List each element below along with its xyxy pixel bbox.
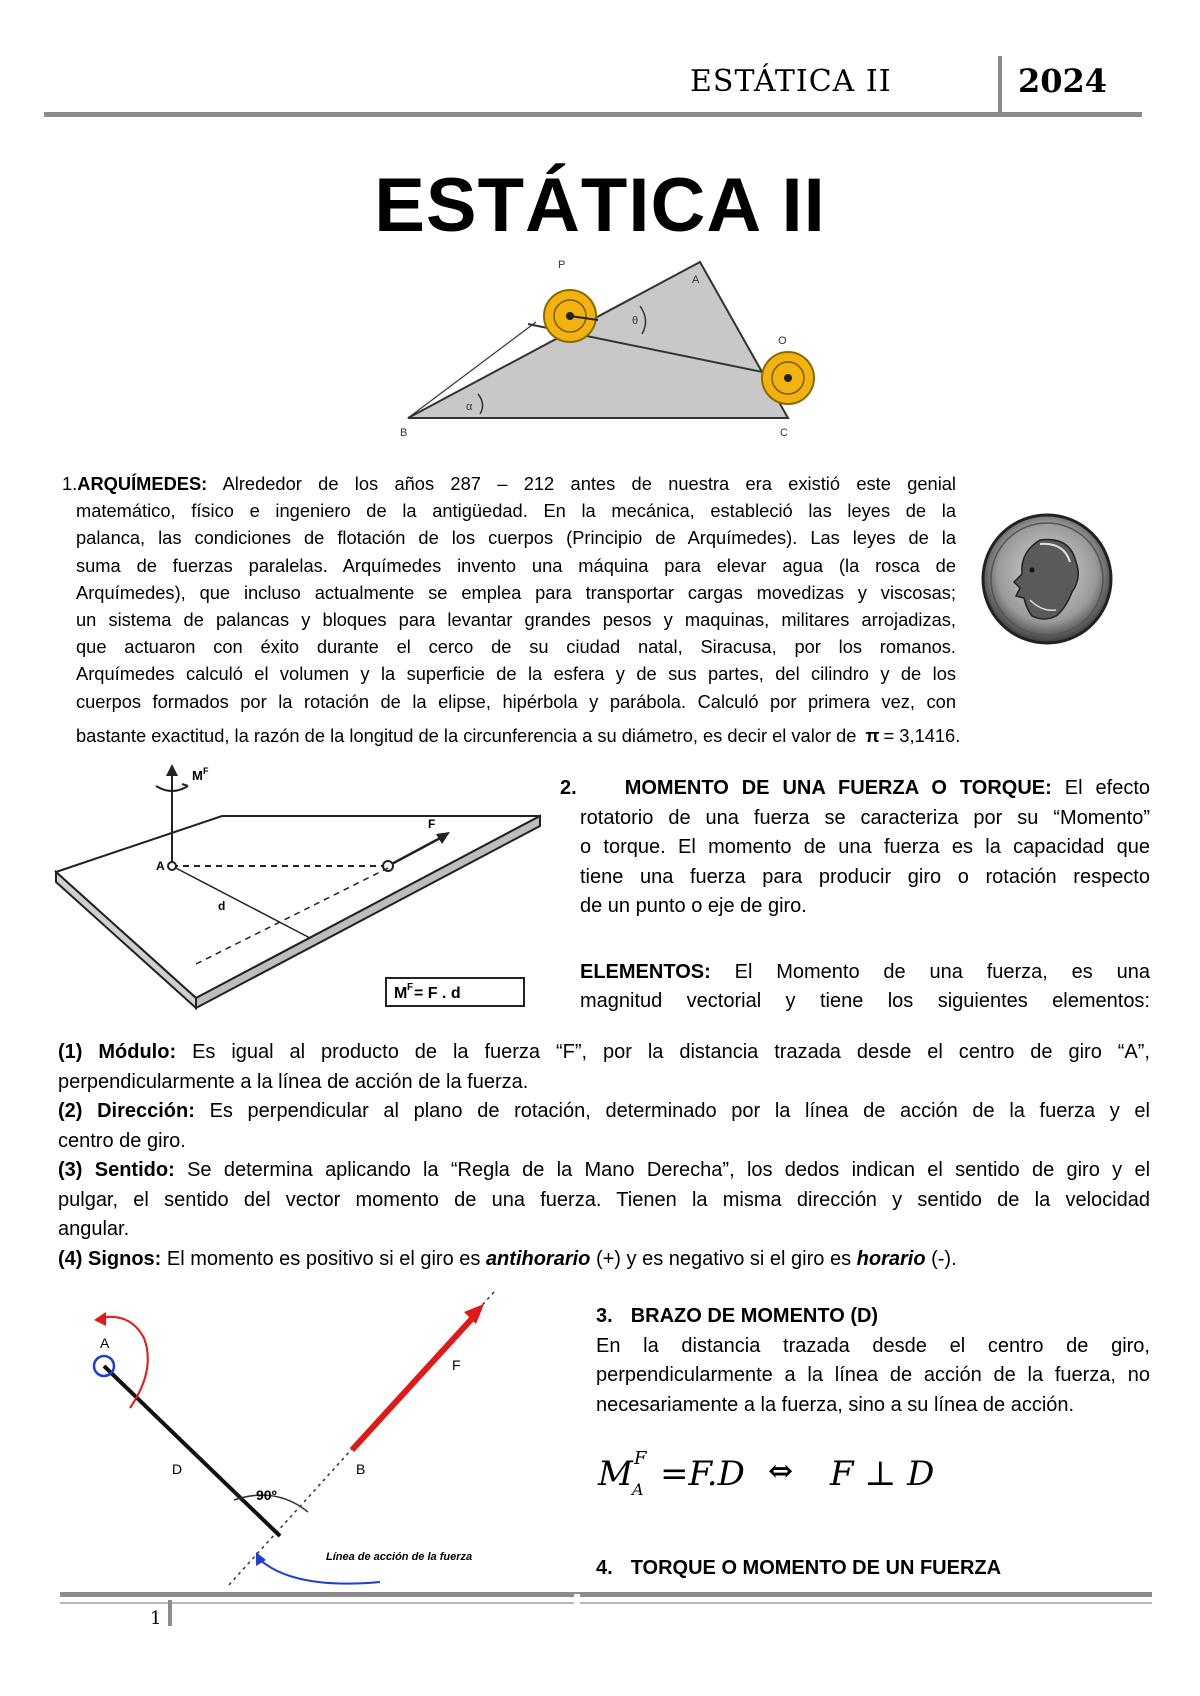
label-A: A <box>156 859 165 873</box>
text-line: o torque. El momento de una fuerza es la capacidad que <box>580 836 1150 858</box>
section-heading: MOMENTO DE UNA FUERZA O TORQUE: <box>624 777 1052 799</box>
label-A: A <box>692 274 700 286</box>
formula-sub: A <box>632 1480 644 1499</box>
force-arrow <box>352 1312 478 1450</box>
text-line: magnitud vectorial y tiene los siguientes elementos: <box>580 990 1150 1012</box>
section-number: 2. <box>560 777 577 799</box>
list-item <box>58 1156 1150 1186</box>
section-archimedes <box>62 470 956 715</box>
label-F: F <box>428 817 436 831</box>
item-text: Se determina aplicando la “Regla de la Mano Derecha”, los dedos indican el sentido de giro y el <box>187 1159 1151 1181</box>
text-line: un sistema de palancas y bloques para levantar grandes pesos y maquinas, militares arrojadizas, <box>76 609 956 631</box>
text-line-last <box>76 722 1076 749</box>
section-number: 1. <box>62 473 78 494</box>
section-heading: BRAZO DE MOMENTO (D) <box>630 1305 879 1327</box>
header-rule <box>44 112 1142 117</box>
header-year: 2024 <box>1018 62 1108 100</box>
section-arm <box>596 1302 1150 1420</box>
section-torque <box>560 774 1150 1017</box>
lever-arm-figure <box>80 1290 540 1590</box>
arm-D <box>104 1366 280 1536</box>
text-line: que actuaron con éxito durante el cerco de su ciudad natal, Siracusa, por los romanos. <box>76 636 956 658</box>
pulley-right-icon <box>758 348 818 408</box>
text-line: Arquímedes calculó el volumen y la superficie de la esfera y de sus partes, del cilindro y de los <box>76 663 956 685</box>
list-item <box>58 1245 1150 1275</box>
footer-rule-gap <box>574 1594 580 1606</box>
label-alpha: α <box>466 401 473 413</box>
pi-value: = 3,1416. <box>883 725 961 746</box>
text-line: de un punto o eje de giro. <box>580 895 807 917</box>
elements-list <box>58 1038 1150 1274</box>
header-divider <box>998 56 1002 114</box>
formula-iff: ⇔ <box>768 1454 794 1489</box>
text-line: necesariamente a la fuerza, sino a su línea de acción. <box>596 1393 1075 1416</box>
section-heading: TORQUE O MOMENTO DE UN FUERZA <box>630 1557 1002 1579</box>
page-number: 1 <box>150 1608 162 1629</box>
label-O: O <box>778 335 787 347</box>
text-line: perpendicularmente a la línea de acción de la fuerza, no <box>596 1364 1150 1386</box>
header-title: ESTÁTICA II <box>690 64 892 99</box>
label-B: B <box>400 427 408 438</box>
list-item <box>58 1097 1150 1127</box>
archimedes-portrait-image <box>980 512 1114 646</box>
section-heading: ARQUÍMEDES: <box>77 473 208 494</box>
triangle-pulley-figure <box>400 258 820 438</box>
text-line: palanca, las condiciones de flotación de los cuerpos (Principio de Arquímedes). Las leyes de la <box>76 527 956 549</box>
moment-plate-figure <box>52 764 548 1024</box>
label-MF-sup: F <box>203 766 209 776</box>
arm-formula <box>598 1448 1158 1514</box>
text-line: rotatorio de una fuerza se caracteriza por su “Momento” <box>580 806 1150 829</box>
formula-M: M <box>394 985 408 1002</box>
label-line-of-action: Línea de acción de la fuerza <box>326 1551 473 1563</box>
item-text: pulgar, el sentido del vector momento de una fuerza. Tienen la misma dirección y sentido de la velocidad <box>58 1188 1150 1211</box>
page-title: ESTÁTICA II <box>374 163 826 248</box>
formula-eq: =F.D <box>660 1454 745 1494</box>
footer-rule <box>60 1592 1152 1597</box>
section-number: 3. <box>596 1305 613 1327</box>
text-line: matemático, físico e ingeniero de la antigüedad. En la mecánica, estableció las leyes de la <box>76 500 956 522</box>
label-theta: θ <box>632 315 639 327</box>
item-text: (-). <box>931 1247 957 1270</box>
text-line: bastante exactitud, la razón de la longitud de la circunferencia a su diámetro, es decir el valor de <box>76 725 857 746</box>
item-text: centro de giro. <box>58 1129 186 1152</box>
label-A: A <box>100 1335 110 1351</box>
item-text: El momento es positivo si el giro es <box>166 1247 481 1270</box>
page-number-divider <box>168 1600 172 1626</box>
label-C: C <box>780 427 788 438</box>
item-label: (3) Sentido: <box>58 1159 175 1181</box>
label-MF: M <box>192 768 203 783</box>
text-line: El efecto <box>1064 777 1151 799</box>
item-label: (2) Dirección: <box>58 1100 195 1122</box>
elements-heading: ELEMENTOS: <box>580 960 711 983</box>
label-P: P <box>558 259 566 271</box>
list-item <box>58 1038 1150 1068</box>
item-label: (4) Signos: <box>58 1247 162 1270</box>
item-text: (+) y es negativo si el giro es <box>595 1247 852 1270</box>
label-d: d <box>218 899 226 913</box>
label-D: D <box>172 1461 183 1477</box>
label-F: F <box>452 1357 461 1373</box>
text-line: Arquímedes), que incluso actualmente se emplea para transportar cargas movedizas y viscosas; <box>76 581 956 603</box>
horario-text: horario <box>856 1247 926 1270</box>
formula-sup: F <box>407 982 414 993</box>
text-line: cuerpos formados por la rotación de la elipse, hipérbola y parábola. Calculó por primera vez, con <box>76 690 956 712</box>
item-text: perpendicularmente a la línea de acción de la fuerza. <box>58 1070 529 1093</box>
section-torque-heading <box>596 1554 1150 1584</box>
label-B: B <box>356 1461 366 1477</box>
pulley-left-icon <box>540 286 600 346</box>
item-text: Es perpendicular al plano de rotación, determinado por la línea de acción de la fuerza y el <box>209 1100 1150 1122</box>
formula-perp: F ⊥ D <box>830 1454 935 1494</box>
text-line: El Momento de una fuerza, es una <box>734 960 1150 983</box>
item-text: Es igual al producto de la fuerza “F”, por la distancia trazada desde el centro de giro “A”, <box>192 1041 1150 1063</box>
label-angle: 90º <box>256 1487 277 1503</box>
footer-rule-thin <box>60 1602 1152 1604</box>
text-line: tiene una fuerza para producir giro o rotación respecto <box>580 865 1150 888</box>
formula-rest: = F . d <box>414 985 461 1002</box>
pi-symbol: π <box>865 725 880 746</box>
formula-M: M <box>598 1454 633 1494</box>
text-line: Alrededor de los años 287 – 212 antes de nuestra era existió este genial <box>222 473 956 494</box>
section-number: 4. <box>596 1557 613 1579</box>
text-line: En la distancia trazada desde el centro de giro, <box>596 1334 1150 1357</box>
formula-sup: F <box>634 1448 647 1469</box>
item-text: angular. <box>58 1218 130 1240</box>
antihorario-text: antihorario <box>485 1247 591 1270</box>
text-line: suma de fuerzas paralelas. Arquímedes invento una máquina para elevar agua (la rosca de <box>76 554 956 576</box>
item-label: (1) Módulo: <box>58 1041 177 1063</box>
